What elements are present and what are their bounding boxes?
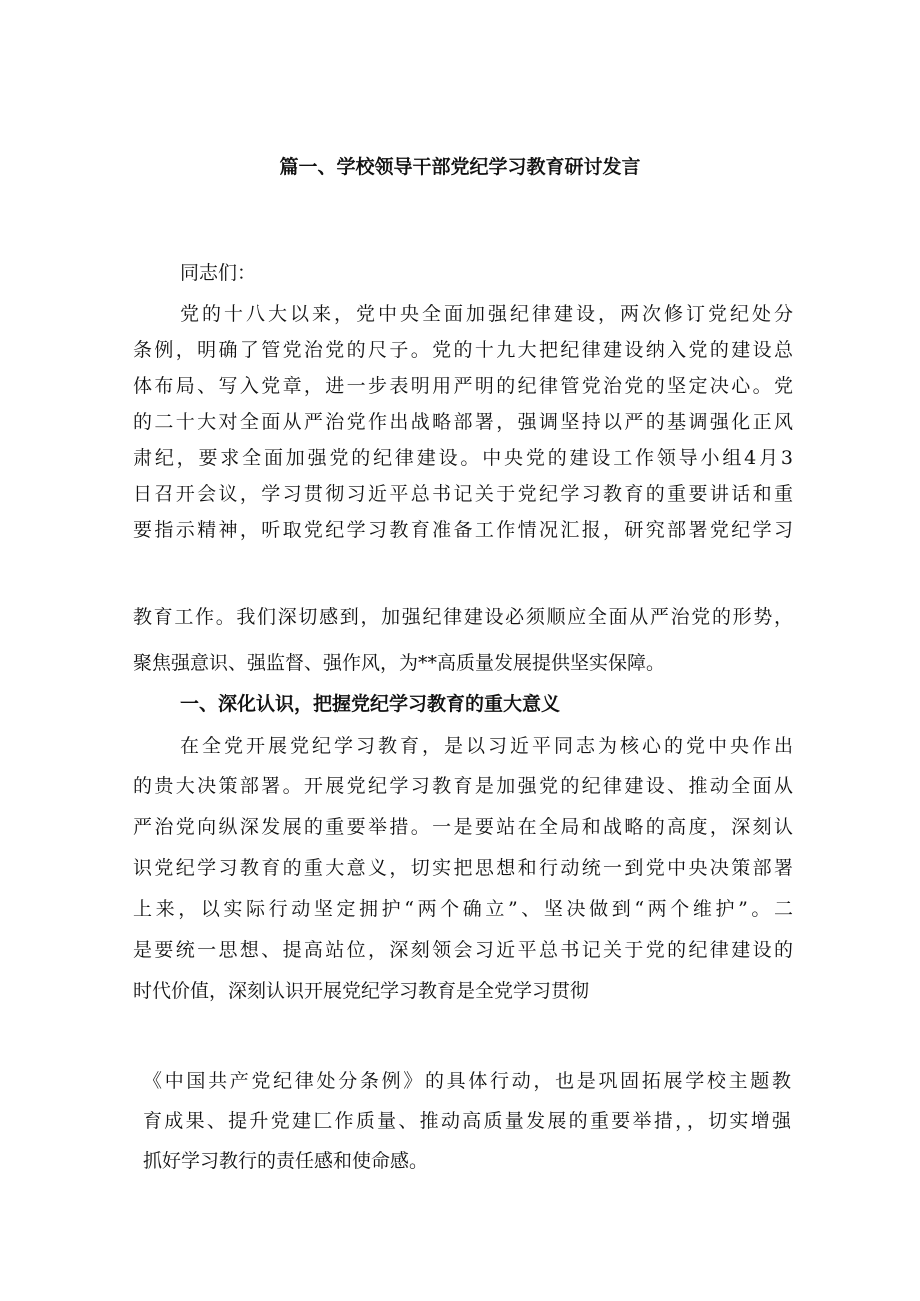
text-line: 的二十大对全面从严治党作出战略部署，强调坚持以严的基调强化正风 bbox=[133, 411, 793, 433]
text-line: 识党纪学习教育的重大意义，切实把思想和行动统一到党中央决策部署 bbox=[133, 857, 793, 879]
text-line: 在全党开展党纪学习教育，是以习近平同志为核心的党中央作出 bbox=[180, 735, 793, 757]
text-line: 体布局、写入党章，进一步表明用严明的纪律管党治党的坚定决心。党 bbox=[133, 375, 793, 397]
text-line: 时代价值，深刻认识开展党纪学习教育是全党学习贯彻 bbox=[133, 980, 590, 1002]
text-line: 要指示精神，听取党纪学习教育准备工作情况汇报，研究部署党纪学习 bbox=[133, 519, 793, 541]
text-line: 聚焦强意识、强监督、强作风，为**高质量发展提供坚实保障。 bbox=[133, 652, 666, 674]
text-line: 党的十八大以来，党中央全面加强纪律建设，两次修订党纪处分 bbox=[180, 303, 793, 325]
text-line: 条例，明确了管党治党的尺子。党的十九大把纪律建设纳入党的建设总 bbox=[133, 339, 793, 361]
text-line: 上来，以实际行动坚定拥护“两个确立”、坚决做到“两个维护”。二 bbox=[133, 898, 793, 920]
text-line: 育成果、提升党建匚作质量、推动高质量发展的重要举措，，切实增强 bbox=[143, 1110, 791, 1132]
text-line: 是要统一思想、提高站位，深刻领会习近平总书记关于党的纪律建设的 bbox=[133, 939, 793, 961]
text-line: 日召开会议，学习贯彻习近平总书记关于党纪学习教育的重要讲话和重 bbox=[133, 483, 793, 505]
section-heading: 一、深化认识，把握党纪学习教育的重大意义 bbox=[180, 693, 561, 715]
text-line: 《中国共产党纪律处分条例》的具体行动，也是巩固拓展学校主题教 bbox=[143, 1070, 791, 1092]
text-line: 抓好学习教行的责任感和使命感。 bbox=[143, 1150, 429, 1172]
text-line: 的贵大决策部署。开展党纪学习教育是加强党的纪律建设、推动全面从 bbox=[133, 775, 793, 797]
greeting: 同志们： bbox=[180, 262, 257, 284]
document-title: 篇一、学校领导干部党纪学习教育研讨发言 bbox=[279, 156, 641, 178]
text-line: 严治党向纵深发展的重要举措。一是要站在全局和战略的高度，深刻认 bbox=[133, 816, 793, 838]
text-line: 教育工作。我们深切感到，加强纪律建设必须顺应全面从严治党的形势， bbox=[133, 606, 793, 628]
text-line: 肃纪，要求全面加强党的纪律建设。中央党的建设工作领导小组4月3 bbox=[133, 447, 793, 469]
